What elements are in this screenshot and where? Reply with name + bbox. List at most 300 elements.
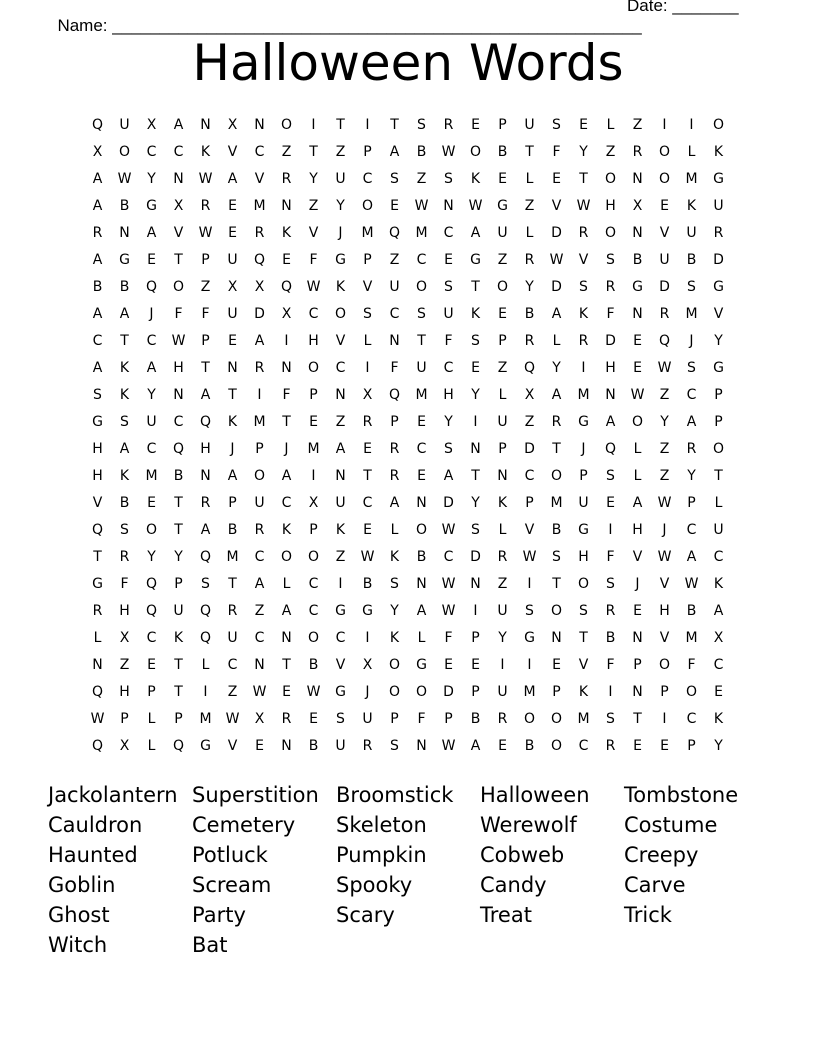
grid-letter[interactable]: S <box>417 117 426 133</box>
grid-letter[interactable]: M <box>253 198 266 214</box>
grid-letter[interactable]: A <box>227 171 238 187</box>
grid-letter[interactable]: G <box>200 738 211 754</box>
grid-letter[interactable]: R <box>497 549 508 565</box>
grid-letter[interactable]: N <box>119 225 130 241</box>
grid-letter[interactable]: B <box>308 738 319 754</box>
grid-letter[interactable]: O <box>658 144 671 160</box>
grid-letter[interactable]: D <box>443 684 454 700</box>
grid-letter[interactable]: Y <box>336 198 345 214</box>
grid-letter[interactable]: C <box>146 144 157 160</box>
grid-letter[interactable]: G <box>335 684 346 700</box>
grid-letter[interactable]: R <box>551 414 562 430</box>
grid-letter[interactable]: Q <box>280 279 293 295</box>
grid-letter[interactable]: W <box>252 684 267 700</box>
grid-letter[interactable]: S <box>390 738 399 754</box>
grid-letter[interactable]: P <box>147 684 156 700</box>
grid-letter[interactable]: L <box>498 522 507 538</box>
grid-letter[interactable]: B <box>119 495 130 511</box>
grid-letter[interactable]: P <box>687 738 696 754</box>
grid-letter[interactable]: M <box>577 711 590 727</box>
grid-letter[interactable]: E <box>633 360 642 376</box>
grid-letter[interactable]: K <box>713 576 724 592</box>
grid-letter[interactable]: V <box>551 198 562 214</box>
grid-letter[interactable]: H <box>119 603 130 619</box>
grid-letter[interactable]: O <box>307 630 320 646</box>
grid-letter[interactable]: R <box>227 603 238 619</box>
grid-letter[interactable]: A <box>389 144 400 160</box>
grid-letter[interactable]: R <box>389 468 400 484</box>
grid-letter[interactable]: O <box>334 306 347 322</box>
grid-letter[interactable]: Z <box>335 144 346 160</box>
grid-letter[interactable]: N <box>389 333 400 349</box>
grid-letter[interactable]: O <box>280 549 293 565</box>
grid-letter[interactable]: N <box>632 306 643 322</box>
grid-letter[interactable]: Y <box>714 738 723 754</box>
grid-letter[interactable]: T <box>174 522 183 538</box>
grid-letter[interactable]: J <box>662 522 667 538</box>
grid-letter[interactable]: V <box>659 225 670 241</box>
grid-letter[interactable]: U <box>578 495 589 511</box>
grid-letter[interactable]: T <box>471 468 480 484</box>
grid-letter[interactable]: C <box>146 333 157 349</box>
grid-letter[interactable]: Y <box>525 279 534 295</box>
grid-letter[interactable]: L <box>363 333 372 349</box>
grid-letter[interactable]: K <box>686 198 697 214</box>
grid-letter[interactable]: A <box>119 441 130 457</box>
grid-letter[interactable]: A <box>146 360 157 376</box>
grid-letter[interactable]: X <box>92 144 103 160</box>
grid-letter[interactable]: Y <box>660 414 669 430</box>
grid-letter[interactable]: U <box>335 495 346 511</box>
grid-letter[interactable]: P <box>525 495 534 511</box>
grid-letter[interactable]: A <box>119 306 130 322</box>
grid-letter[interactable]: L <box>147 711 156 727</box>
grid-letter[interactable]: P <box>552 684 561 700</box>
grid-letter[interactable]: P <box>579 468 588 484</box>
grid-letter[interactable]: R <box>605 738 616 754</box>
grid-letter[interactable]: X <box>119 738 130 754</box>
grid-letter[interactable]: W <box>657 360 672 376</box>
grid-letter[interactable]: L <box>498 387 507 403</box>
grid-letter[interactable]: A <box>92 252 103 268</box>
grid-letter[interactable]: Z <box>659 468 670 484</box>
grid-letter[interactable]: A <box>551 387 562 403</box>
grid-letter[interactable]: M <box>685 306 698 322</box>
grid-letter[interactable]: P <box>201 252 210 268</box>
grid-letter[interactable]: O <box>550 738 563 754</box>
grid-letter[interactable]: U <box>227 630 238 646</box>
grid-letter[interactable]: K <box>119 360 130 376</box>
grid-letter[interactable]: O <box>631 414 644 430</box>
grid-letter[interactable]: Y <box>714 333 723 349</box>
grid-letter[interactable]: R <box>254 522 265 538</box>
grid-letter[interactable]: L <box>525 171 534 187</box>
grid-letter[interactable]: Z <box>227 684 238 700</box>
grid-letter[interactable]: G <box>713 279 724 295</box>
grid-letter[interactable]: W <box>360 549 375 565</box>
grid-letter[interactable]: F <box>444 333 453 349</box>
grid-letter[interactable]: A <box>227 468 238 484</box>
grid-letter[interactable]: B <box>119 198 130 214</box>
grid-letter[interactable]: Z <box>416 171 427 187</box>
grid-letter[interactable]: L <box>525 225 534 241</box>
grid-letter[interactable]: S <box>120 522 129 538</box>
grid-letter[interactable]: A <box>146 225 157 241</box>
grid-letter[interactable]: R <box>605 279 616 295</box>
grid-letter[interactable]: U <box>497 684 508 700</box>
grid-letter[interactable]: X <box>308 495 319 511</box>
grid-letter[interactable]: X <box>632 198 643 214</box>
grid-letter[interactable]: H <box>605 360 616 376</box>
grid-letter[interactable]: Z <box>254 603 265 619</box>
grid-letter[interactable]: B <box>173 468 184 484</box>
grid-letter[interactable]: I <box>662 711 667 727</box>
grid-letter[interactable]: P <box>201 333 210 349</box>
grid-letter[interactable]: Z <box>281 144 292 160</box>
grid-letter[interactable]: O <box>577 576 590 592</box>
grid-letter[interactable]: N <box>443 198 454 214</box>
grid-letter[interactable]: E <box>498 171 507 187</box>
grid-letter[interactable]: W <box>306 684 321 700</box>
grid-letter[interactable]: W <box>441 576 456 592</box>
grid-letter[interactable]: B <box>497 144 508 160</box>
grid-letter[interactable]: A <box>389 495 400 511</box>
grid-letter[interactable]: V <box>578 657 589 673</box>
grid-letter[interactable]: K <box>497 495 508 511</box>
grid-letter[interactable]: V <box>308 225 319 241</box>
grid-letter[interactable]: O <box>550 468 563 484</box>
grid-letter[interactable]: E <box>579 117 588 133</box>
grid-letter[interactable]: C <box>362 171 373 187</box>
grid-letter[interactable]: A <box>551 306 562 322</box>
grid-letter[interactable]: A <box>281 603 292 619</box>
grid-letter[interactable]: I <box>311 117 316 133</box>
grid-letter[interactable]: P <box>633 657 642 673</box>
grid-letter[interactable]: P <box>471 630 480 646</box>
grid-letter[interactable]: B <box>416 144 427 160</box>
grid-letter[interactable]: M <box>307 441 320 457</box>
grid-letter[interactable]: M <box>415 225 428 241</box>
grid-letter[interactable]: G <box>470 252 481 268</box>
grid-letter[interactable]: A <box>632 495 643 511</box>
grid-letter[interactable]: F <box>606 549 615 565</box>
grid-letter[interactable]: N <box>254 657 265 673</box>
grid-letter[interactable]: F <box>309 252 318 268</box>
grid-letter[interactable]: C <box>146 630 157 646</box>
grid-letter[interactable]: W <box>522 549 537 565</box>
grid-letter[interactable]: Y <box>444 414 453 430</box>
grid-letter[interactable]: T <box>552 576 561 592</box>
grid-letter[interactable]: X <box>362 657 373 673</box>
grid-letter[interactable]: M <box>226 549 239 565</box>
grid-letter[interactable]: S <box>390 171 399 187</box>
grid-letter[interactable]: A <box>443 468 454 484</box>
grid-letter[interactable]: B <box>119 279 130 295</box>
grid-letter[interactable]: C <box>308 576 319 592</box>
grid-letter[interactable]: D <box>659 279 670 295</box>
grid-letter[interactable]: W <box>441 738 456 754</box>
grid-letter[interactable]: F <box>282 387 291 403</box>
grid-letter[interactable]: N <box>281 360 292 376</box>
grid-letter[interactable]: N <box>254 117 265 133</box>
grid-letter[interactable]: K <box>389 630 400 646</box>
grid-letter[interactable]: P <box>363 252 372 268</box>
grid-letter[interactable]: T <box>336 117 345 133</box>
grid-letter[interactable]: O <box>415 522 428 538</box>
grid-letter[interactable]: I <box>338 576 343 592</box>
grid-letter[interactable]: R <box>254 360 265 376</box>
grid-letter[interactable]: A <box>686 414 697 430</box>
grid-letter[interactable]: K <box>335 279 346 295</box>
grid-letter[interactable]: K <box>713 144 724 160</box>
grid-letter[interactable]: G <box>146 198 157 214</box>
grid-letter[interactable]: D <box>470 549 481 565</box>
grid-letter[interactable]: F <box>552 144 561 160</box>
grid-letter[interactable]: O <box>550 603 563 619</box>
grid-letter[interactable]: E <box>282 252 291 268</box>
grid-letter[interactable]: B <box>92 279 103 295</box>
grid-letter[interactable]: C <box>524 468 535 484</box>
grid-letter[interactable]: S <box>390 576 399 592</box>
grid-letter[interactable]: M <box>577 387 590 403</box>
grid-letter[interactable]: L <box>606 117 615 133</box>
grid-letter[interactable]: N <box>335 468 346 484</box>
grid-letter[interactable]: O <box>172 279 185 295</box>
grid-letter[interactable]: O <box>307 360 320 376</box>
grid-letter[interactable]: W <box>90 711 105 727</box>
grid-letter[interactable]: R <box>92 603 103 619</box>
grid-letter[interactable]: J <box>689 333 694 349</box>
grid-letter[interactable]: N <box>227 360 238 376</box>
grid-letter[interactable]: W <box>468 198 483 214</box>
grid-letter[interactable]: B <box>551 522 562 538</box>
grid-letter[interactable]: R <box>659 306 670 322</box>
grid-letter[interactable]: U <box>524 117 535 133</box>
grid-letter[interactable]: P <box>309 387 318 403</box>
grid-letter[interactable]: P <box>390 711 399 727</box>
grid-letter[interactable]: C <box>416 441 427 457</box>
grid-letter[interactable]: R <box>524 333 535 349</box>
grid-letter[interactable]: E <box>444 657 453 673</box>
grid-letter[interactable]: O <box>469 144 482 160</box>
grid-letter[interactable]: C <box>308 603 319 619</box>
grid-letter[interactable]: C <box>443 225 454 241</box>
grid-letter[interactable]: P <box>390 414 399 430</box>
grid-letter[interactable]: B <box>524 738 535 754</box>
grid-letter[interactable]: H <box>92 441 103 457</box>
grid-letter[interactable]: E <box>660 198 669 214</box>
grid-letter[interactable]: I <box>527 657 532 673</box>
grid-letter[interactable]: N <box>470 441 481 457</box>
grid-letter[interactable]: S <box>417 306 426 322</box>
grid-letter[interactable]: N <box>92 657 103 673</box>
grid-letter[interactable]: F <box>120 576 129 592</box>
grid-letter[interactable]: I <box>500 657 505 673</box>
grid-letter[interactable]: I <box>311 468 316 484</box>
grid-letter[interactable]: O <box>361 198 374 214</box>
grid-letter[interactable]: I <box>608 684 613 700</box>
grid-letter[interactable]: A <box>470 225 481 241</box>
grid-letter[interactable]: B <box>686 252 697 268</box>
grid-letter[interactable]: F <box>444 630 453 646</box>
grid-letter[interactable]: Z <box>605 144 616 160</box>
grid-letter[interactable]: T <box>417 333 426 349</box>
grid-letter[interactable]: W <box>441 144 456 160</box>
grid-letter[interactable]: P <box>228 495 237 511</box>
grid-letter[interactable]: S <box>336 711 345 727</box>
grid-letter[interactable]: W <box>306 279 321 295</box>
grid-letter[interactable]: O <box>253 468 266 484</box>
grid-letter[interactable]: Y <box>687 468 696 484</box>
grid-letter[interactable]: E <box>606 495 615 511</box>
grid-letter[interactable]: T <box>309 144 318 160</box>
grid-letter[interactable]: E <box>714 684 723 700</box>
grid-letter[interactable]: Z <box>497 360 508 376</box>
grid-letter[interactable]: N <box>200 468 211 484</box>
grid-letter[interactable]: L <box>282 576 291 592</box>
grid-letter[interactable]: C <box>686 387 697 403</box>
grid-letter[interactable]: W <box>198 171 213 187</box>
grid-letter[interactable]: E <box>471 117 480 133</box>
grid-letter[interactable]: O <box>550 711 563 727</box>
grid-letter[interactable]: Z <box>524 198 535 214</box>
grid-letter[interactable]: A <box>173 117 184 133</box>
grid-letter[interactable]: N <box>632 171 643 187</box>
grid-letter[interactable]: Q <box>145 279 158 295</box>
grid-letter[interactable]: Q <box>388 387 401 403</box>
grid-letter[interactable]: C <box>713 549 724 565</box>
grid-letter[interactable]: D <box>524 441 535 457</box>
grid-letter[interactable]: E <box>309 414 318 430</box>
grid-letter[interactable]: H <box>443 387 454 403</box>
grid-letter[interactable]: W <box>657 495 672 511</box>
grid-letter[interactable]: M <box>550 495 563 511</box>
grid-letter[interactable]: M <box>415 387 428 403</box>
grid-letter[interactable]: T <box>471 279 480 295</box>
grid-letter[interactable]: U <box>227 306 238 322</box>
grid-letter[interactable]: J <box>338 225 343 241</box>
grid-letter[interactable]: M <box>253 414 266 430</box>
grid-letter[interactable]: E <box>228 333 237 349</box>
grid-letter[interactable]: X <box>254 711 265 727</box>
grid-letter[interactable]: T <box>282 414 291 430</box>
grid-letter[interactable]: T <box>174 252 183 268</box>
grid-letter[interactable]: C <box>335 360 346 376</box>
grid-letter[interactable]: I <box>203 684 208 700</box>
grid-letter[interactable]: I <box>284 333 289 349</box>
grid-letter[interactable]: L <box>687 144 696 160</box>
grid-letter[interactable]: E <box>633 738 642 754</box>
grid-letter[interactable]: N <box>173 387 184 403</box>
grid-letter[interactable]: P <box>714 387 723 403</box>
grid-letter[interactable]: G <box>92 414 103 430</box>
grid-letter[interactable]: E <box>417 414 426 430</box>
grid-letter[interactable]: V <box>713 306 724 322</box>
grid-letter[interactable]: E <box>633 333 642 349</box>
grid-letter[interactable]: N <box>173 171 184 187</box>
grid-letter[interactable]: R <box>578 333 589 349</box>
grid-letter[interactable]: Z <box>497 576 508 592</box>
grid-letter[interactable]: V <box>578 252 589 268</box>
grid-letter[interactable]: Z <box>200 279 211 295</box>
grid-letter[interactable]: U <box>686 225 697 241</box>
grid-letter[interactable]: T <box>579 630 588 646</box>
grid-letter[interactable]: R <box>200 495 211 511</box>
grid-letter[interactable]: N <box>632 225 643 241</box>
grid-letter[interactable]: V <box>524 522 535 538</box>
grid-letter[interactable]: W <box>225 711 240 727</box>
grid-letter[interactable]: Z <box>119 657 130 673</box>
grid-letter[interactable]: G <box>713 171 724 187</box>
grid-letter[interactable]: Q <box>658 333 671 349</box>
grid-letter[interactable]: H <box>632 522 643 538</box>
grid-letter[interactable]: F <box>174 306 183 322</box>
grid-letter[interactable]: Q <box>91 522 104 538</box>
grid-letter[interactable]: Y <box>471 387 480 403</box>
grid-letter[interactable]: E <box>660 738 669 754</box>
grid-letter[interactable]: T <box>552 441 561 457</box>
grid-letter[interactable]: C <box>308 306 319 322</box>
grid-letter[interactable]: O <box>307 549 320 565</box>
grid-letter[interactable]: S <box>444 279 453 295</box>
grid-letter[interactable]: C <box>335 630 346 646</box>
grid-letter[interactable]: H <box>659 603 670 619</box>
grid-letter[interactable]: P <box>687 495 696 511</box>
grid-letter[interactable]: P <box>120 711 129 727</box>
grid-letter[interactable]: E <box>228 225 237 241</box>
grid-letter[interactable]: F <box>687 657 696 673</box>
grid-letter[interactable]: D <box>254 306 265 322</box>
grid-letter[interactable]: Y <box>147 549 156 565</box>
grid-letter[interactable]: V <box>632 549 643 565</box>
grid-letter[interactable]: B <box>686 603 697 619</box>
grid-letter[interactable]: R <box>443 117 454 133</box>
grid-letter[interactable]: U <box>335 171 346 187</box>
grid-letter[interactable]: A <box>605 414 616 430</box>
grid-letter[interactable]: U <box>389 279 400 295</box>
grid-letter[interactable]: Z <box>389 252 400 268</box>
grid-letter[interactable]: A <box>92 171 103 187</box>
grid-letter[interactable]: T <box>174 495 183 511</box>
grid-letter[interactable]: V <box>362 279 373 295</box>
grid-letter[interactable]: I <box>689 117 694 133</box>
grid-letter[interactable]: N <box>470 576 481 592</box>
grid-letter[interactable]: K <box>119 468 130 484</box>
grid-letter[interactable]: J <box>230 441 235 457</box>
grid-letter[interactable]: K <box>281 225 292 241</box>
grid-letter[interactable]: M <box>523 684 536 700</box>
grid-letter[interactable]: O <box>523 711 536 727</box>
grid-letter[interactable]: I <box>527 576 532 592</box>
grid-letter[interactable]: A <box>470 738 481 754</box>
grid-letter[interactable]: W <box>576 198 591 214</box>
grid-letter[interactable]: A <box>686 549 697 565</box>
grid-letter[interactable]: G <box>497 198 508 214</box>
grid-letter[interactable]: T <box>228 387 237 403</box>
grid-letter[interactable]: Z <box>632 117 643 133</box>
grid-letter[interactable]: C <box>713 657 724 673</box>
grid-letter[interactable]: S <box>552 549 561 565</box>
grid-letter[interactable]: V <box>659 630 670 646</box>
grid-letter[interactable]: R <box>524 252 535 268</box>
grid-letter[interactable]: Q <box>199 549 212 565</box>
grid-letter[interactable]: O <box>415 279 428 295</box>
grid-letter[interactable]: L <box>390 522 399 538</box>
grid-letter[interactable]: T <box>390 117 399 133</box>
grid-letter[interactable]: A <box>254 576 265 592</box>
grid-letter[interactable]: W <box>441 603 456 619</box>
grid-letter[interactable]: R <box>362 414 373 430</box>
